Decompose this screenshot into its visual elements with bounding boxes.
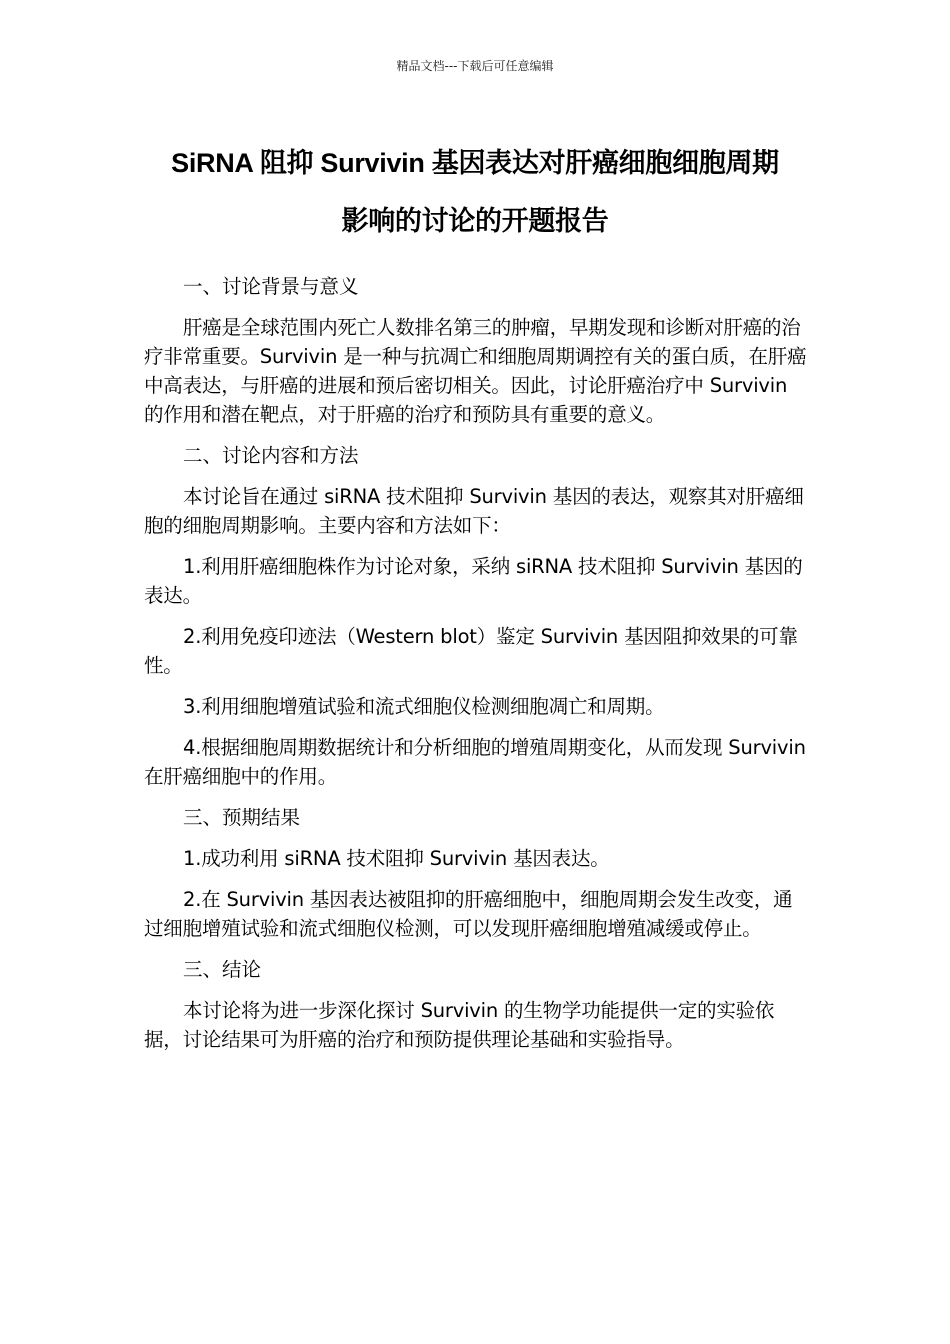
list-item-method-4: 4.根据细胞周期数据统计和分析细胞的增殖周期变化，从而发现 Survivin 在肝癌细胞中的作用。 <box>144 736 806 788</box>
list-item-result-1: 1.成功利用 siRNA 技术阻抑 Survivin 基因表达。 <box>183 847 610 870</box>
paragraph-conclusion: 本讨论将为进一步深化探讨 Survivin 的生物学功能提供一定的实验依据，讨论结果可为肝癌的治疗和预防提供理论基础和实验指导。 <box>144 999 775 1051</box>
document-body <box>144 272 810 1066</box>
list-item-result-2: 2.在 Survivin 基因表达被阻抑的肝癌细胞中，细胞周期会发生改变，通过细胞增殖试验和流式细胞仪检测，可以发现肝癌细胞增殖减缓或停止。 <box>144 888 793 940</box>
section-heading-background: 一、讨论背景与意义 <box>183 275 359 298</box>
paragraph-background: 肝癌是全球范围内死亡人数排名第三的肿瘤，早期发现和诊断对肝癌的治疗非常重要。Survivin 是一种与抗凋亡和细胞周期调控有关的蛋白质，在肝癌中高表达，与肝癌的进展和预后密切相关。因此，讨论肝癌治疗中 Survivin 的作用和潜在靶点，对于肝癌的治疗和预防具有重要的意义。 <box>144 316 807 426</box>
page-header-watermark: 精品文档---下载后可任意编辑 <box>396 59 554 73</box>
list-item-method-1: 1.利用肝癌细胞株作为讨论对象，采纳 siRNA 技术阻抑 Survivin 基因的表达。 <box>144 555 803 607</box>
section-heading-expected-results: 三、预期结果 <box>183 806 301 829</box>
list-item-method-3: 3.利用细胞增殖试验和流式细胞仪检测细胞凋亡和周期。 <box>183 695 665 718</box>
document-title-line-1: SiRNA 阻抑 Survivin 基因表达对肝癌细胞细胞周期 <box>171 148 779 178</box>
document-title-line-2: 影响的讨论的开题报告 <box>341 206 609 236</box>
document-title <box>130 134 820 250</box>
paragraph-content-intro: 本讨论旨在通过 siRNA 技术阻抑 Survivin 基因的表达，观察其对肝癌细胞的细胞周期影响。主要内容和方法如下： <box>144 485 804 537</box>
section-heading-conclusion: 三、结论 <box>183 958 262 981</box>
list-item-method-2: 2.利用免疫印迹法（Western blot）鉴定 Survivin 基因阻抑效果的可靠性。 <box>144 625 798 677</box>
section-heading-content-methods: 二、讨论内容和方法 <box>183 444 359 467</box>
